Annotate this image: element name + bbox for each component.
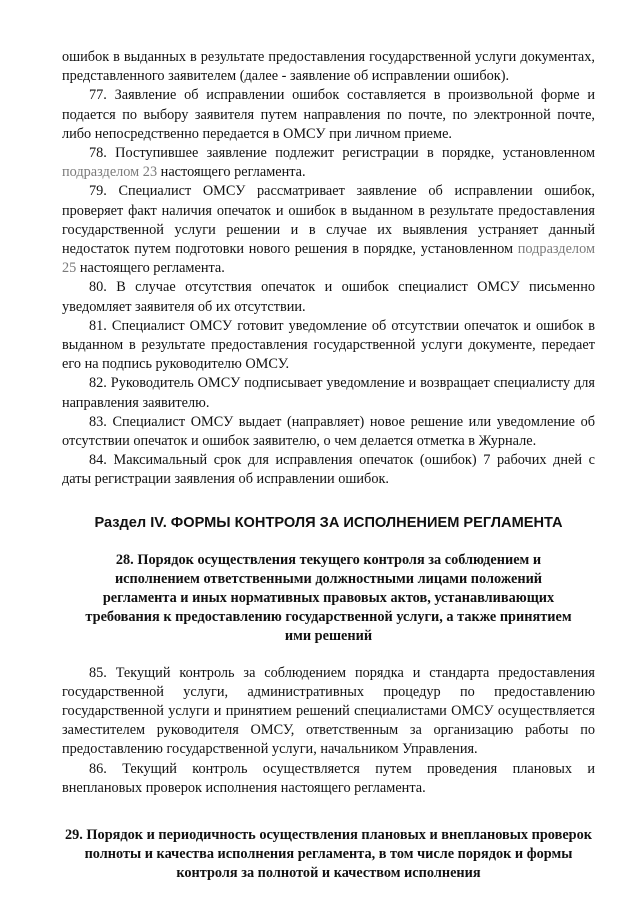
paragraph-82: 82. Руководитель ОМСУ подписывает уведомление и возвращает специалисту для направления заявителю. — [62, 375, 595, 411]
subsection-29-title: 29. Порядок и периодичность осуществления плановых и внеплановых проверок полноты и качества исполнения регламента, в том числе порядок и формы контроля за полнотой и качеством исполнения — [64, 827, 592, 882]
paragraph-80: 80. В случае отсутствия опечаток и ошибок специалист ОМСУ письменно уведомляет заявителя об их отсутствии. — [62, 279, 595, 315]
paragraph-78-text-end: настоящего регламента. — [157, 164, 306, 181]
paragraph-86: 86. Текущий контроль осуществляется путем проведения плановых и внеплановых проверок исполнения настоящего регламента. — [62, 760, 595, 796]
paragraph-81: 81. Специалист ОМСУ готовит уведомление об отсутствии опечаток и ошибок в выданном в результате предоставления государственной услуги документе, передает его на подпись руководителю ОМСУ. — [62, 317, 595, 373]
paragraph-84: 84. Максимальный срок для исправления опечаток (ошибок) 7 рабочих дней с даты регистрации заявления об исправлении ошибок. — [62, 452, 595, 488]
subsection-25-link[interactable]: подразделом 25 — [62, 241, 595, 277]
paragraph-78-text-start: 78. Поступившее заявление подлежит регистрации в порядке, установленном — [89, 145, 595, 162]
paragraph-78 — [62, 144, 595, 182]
section-4-title: Раздел IV. ФОРМЫ КОНТРОЛЯ ЗА ИСПОЛНЕНИЕМ РЕГЛАМЕНТА — [94, 514, 563, 531]
paragraph-79-text-start: 79. Специалист ОМСУ рассматривает заявление об исправлении ошибок, проверяет факт наличия опечаток и ошибок в выданном в результате предоставления государственной услуги решении и в случае их выявления устраняет данный недостаток путем подготовки нового решения в порядке, установленном — [62, 183, 595, 258]
paragraph-77: 77. Заявление об исправлении ошибок составляется в произвольной форме и подается по выбору заявителя путем направления по почте, по электронной почте, либо непосредственно передается в ОМСУ при личном приеме. — [62, 87, 595, 142]
document-page — [62, 48, 595, 883]
paragraph-85: 85. Текущий контроль за соблюдением порядка и стандарта предоставления государственной услуги, административных процедур по предоставлению государственной услуги и принятием решений специалистами ОМСУ осуществляется заместителем руководителя ОМСУ, ответственным за организацию работы по предоставлению государственной услуги, начальником Управления. — [62, 664, 595, 758]
paragraph-79 — [62, 182, 595, 278]
paragraph-intro: ошибок в выданных в результате предоставления государственной услуги документах, представленного заявителем (далее - заявление об исправлении ошибок). — [62, 49, 595, 85]
subsection-28-title: 28. Порядок осуществления текущего контроля за соблюдением и исполнением ответственными должностными лицами положений регламента и иных нормативных правовых актов, устанавливающих требования к предоставлению государственной услуги, а также принятием ими решений — [85, 551, 572, 644]
paragraph-79-text-end: настоящего регламента. — [76, 260, 225, 277]
subsection-23-link[interactable]: подразделом 23 — [62, 164, 158, 181]
paragraph-83: 83. Специалист ОМСУ выдает (направляет) новое решение или уведомление об отсутствии опечаток и ошибок заявителю, о чем делается отметка в Журнале. — [62, 413, 595, 450]
